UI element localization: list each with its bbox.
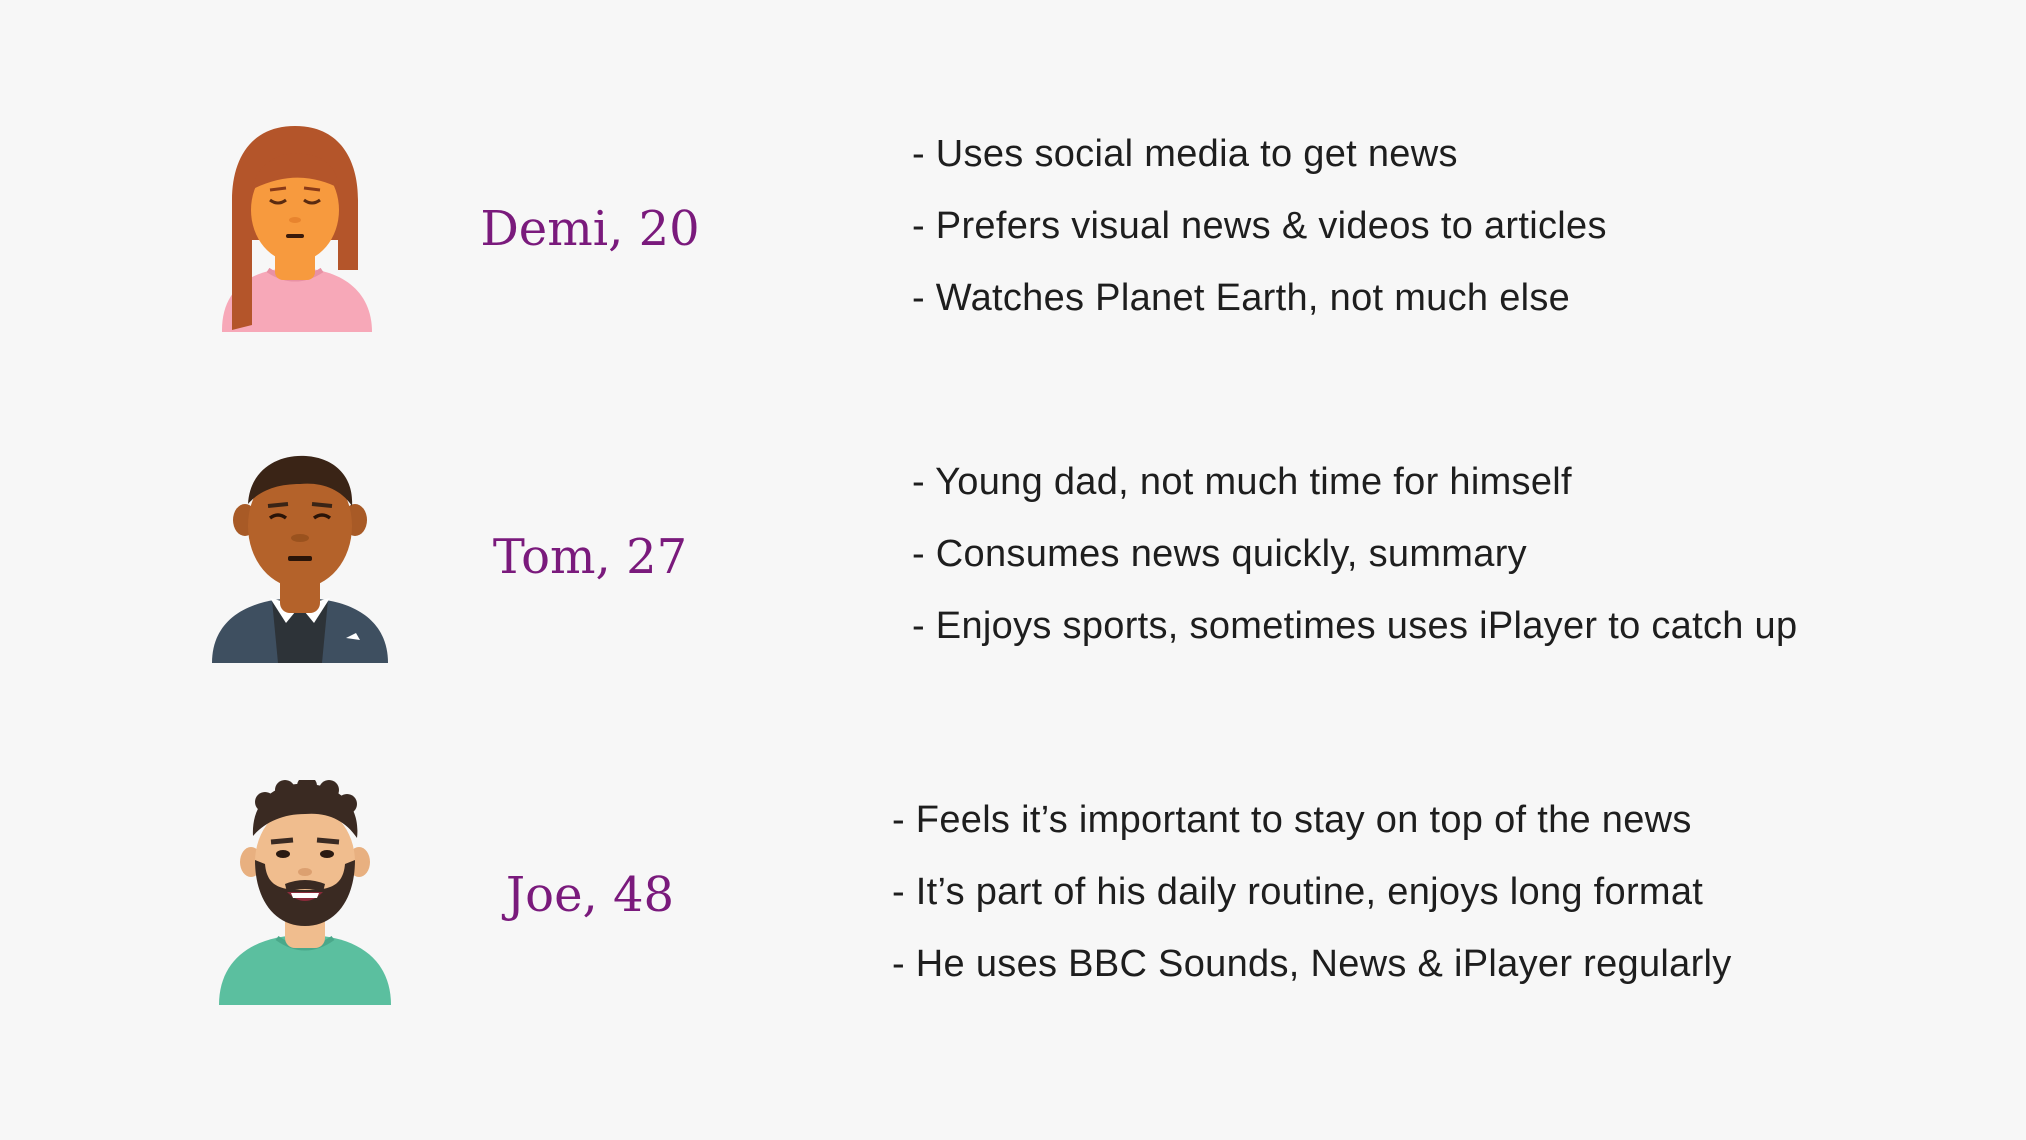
persona-name-demi: Demi, 20: [480, 201, 700, 257]
note-item: - Uses social media to get news: [912, 133, 1458, 175]
avatar-tom: [210, 448, 390, 663]
persona-notes-demi: [912, 118, 1607, 334]
note-item: - Prefers visual news & videos to articles: [912, 205, 1607, 247]
note-item: - Young dad, not much time for himself: [912, 461, 1572, 503]
man-suit-avatar-icon: [210, 448, 390, 663]
note-item: - He uses BBC Sounds, News & iPlayer regularly: [892, 943, 1732, 985]
bearded-man-avatar-icon: [215, 780, 395, 1005]
persona-name-joe: Joe, 48: [505, 867, 675, 923]
persona-notes-tom: [912, 446, 1797, 662]
woman-avatar-icon: [210, 120, 380, 335]
note-item: - Feels it’s important to stay on top of the news: [892, 799, 1692, 841]
note-item: - Consumes news quickly, summary: [912, 533, 1527, 575]
avatar-demi: [210, 120, 380, 335]
note-item: - Watches Planet Earth, not much else: [912, 277, 1571, 319]
avatar-joe: [215, 780, 395, 1005]
persona-name-tom: Tom, 27: [492, 529, 688, 585]
note-item: - It’s part of his daily routine, enjoys long format: [892, 871, 1704, 913]
note-item: - Enjoys sports, sometimes uses iPlayer to catch up: [912, 605, 1798, 647]
persona-notes-joe: [892, 784, 1732, 1000]
